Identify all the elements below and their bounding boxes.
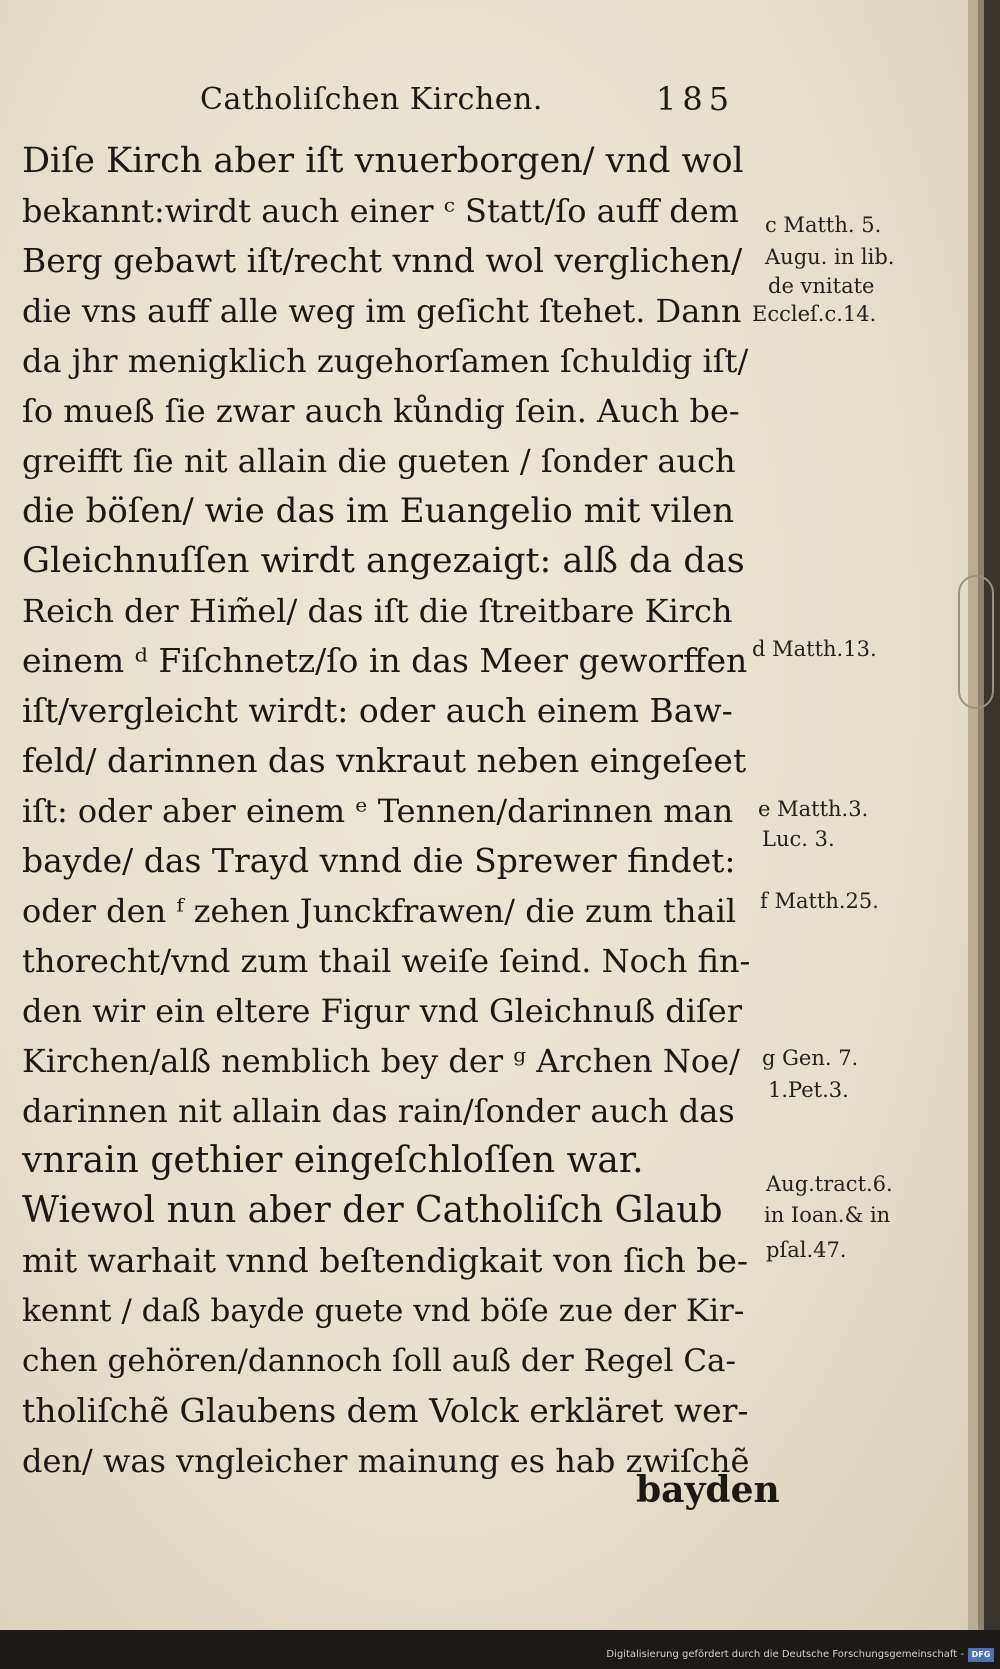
- text-line: Wiewol nun aber der Catholiſch Glaub: [22, 1190, 723, 1231]
- catchword: bayden: [636, 1469, 780, 1511]
- margin-note: e Matth.3.: [758, 797, 869, 821]
- text-line: Kirchen/alß nemblich bey der ᵍ Archen Noe/: [22, 1042, 740, 1080]
- text-line: einem ᵈ Fiſchnetz/ſo in das Meer geworffen: [22, 641, 748, 680]
- main-text: [22, 136, 752, 1486]
- text-line: greifft ſie nit allain die gueten / ſonder auch: [22, 442, 736, 480]
- text-line: bayde/ das Trayd vnnd die Sprewer findet:: [22, 841, 736, 880]
- text-line: Diſe Kirch aber iſt vnuerborgen/ vnd wol: [22, 141, 744, 181]
- margin-note: c Matth. 5.: [765, 213, 882, 237]
- text-line: den wir ein eltere Figur vnd Gleichnuß diſer: [22, 992, 743, 1030]
- page-edge: [968, 0, 978, 1630]
- text-line: da jhr menigklich zugehorſamen ſchuldig iſt/: [22, 342, 749, 380]
- text-line: darinnen nit allain das rain/ſonder auch das: [22, 1092, 735, 1130]
- margin-note: Augu. in lib.: [765, 245, 895, 269]
- margin-note: d Matth.13.: [752, 637, 877, 661]
- text-line: Gleichnuſſen wirdt angezaigt: alß da das: [22, 541, 745, 581]
- text-line: vnrain gethier eingeſchloſſen war.: [22, 1140, 644, 1181]
- margin-note: pſal.47.: [766, 1238, 847, 1262]
- text-line: den/ was vngleicher mainung es hab zwiſchẽ: [22, 1442, 750, 1480]
- text-line: chen gehören/dannoch ſoll auß der Regel Ca-: [22, 1343, 736, 1379]
- funding-credit: Digitalisierung gefördert durch die Deutsche Forschungsgemeinschaft -: [606, 1649, 964, 1660]
- margin-note: Aug.tract.6.: [766, 1172, 893, 1196]
- margin-note: in Ioan.& in: [764, 1203, 891, 1227]
- text-line: feld/ darinnen das vnkraut neben eingeſeet: [22, 741, 747, 780]
- margin-note: de vnitate: [768, 274, 875, 298]
- page-number: 185: [656, 80, 736, 118]
- text-line: Berg gebawt iſt/recht vnnd wol verglichen/: [22, 241, 743, 280]
- margin-note: 1.Pet.3.: [768, 1078, 849, 1102]
- text-line: die böſen/ wie das im Euangelio mit vilen: [22, 491, 735, 531]
- text-line: oder den ᶠ zehen Junckfrawen/ die zum thail: [22, 892, 737, 930]
- text-line: die vns auff alle weg im geſicht ſtehet. Dann: [22, 292, 742, 330]
- text-line: iſt/vergleicht wirdt: oder auch einem Baw-: [22, 691, 733, 730]
- margin-note: Eccleſ.c.14.: [752, 302, 877, 326]
- text-line: Reich der Him̃el/ das iſt die ſtreitbare Kirch: [22, 592, 733, 630]
- text-line: thorecht/vnd zum thail weiſe ſeind. Noch fin-: [22, 942, 751, 980]
- margin-note: g Gen. 7.: [762, 1046, 859, 1070]
- text-line: tholiſchẽ Glaubens dem Volck erkläret wer-: [22, 1391, 749, 1430]
- text-line: mit warhait vnnd beſtendigkait von ſich be-: [22, 1241, 749, 1280]
- margin-note: f Matth.25.: [760, 889, 879, 913]
- text-line: bekannt:wirdt auch einer ᶜ Statt/ſo auff dem: [22, 192, 740, 230]
- text-line: kennt / daß bayde guete vnd böſe zue der Kir-: [22, 1293, 745, 1329]
- text-line: ſo mueß ſie zwar auch kůndig ſein. Auch be-: [22, 392, 740, 430]
- page-edge: [984, 0, 1000, 1630]
- margin-note: Luc. 3.: [762, 827, 835, 851]
- text-line: iſt: oder aber einem ᵉ Tennen/darinnen man: [22, 792, 734, 830]
- dfg-logo: DFG: [968, 1648, 994, 1662]
- running-title: Catholiſchen Kirchen.: [200, 82, 543, 117]
- bookmark-tab: [958, 575, 994, 709]
